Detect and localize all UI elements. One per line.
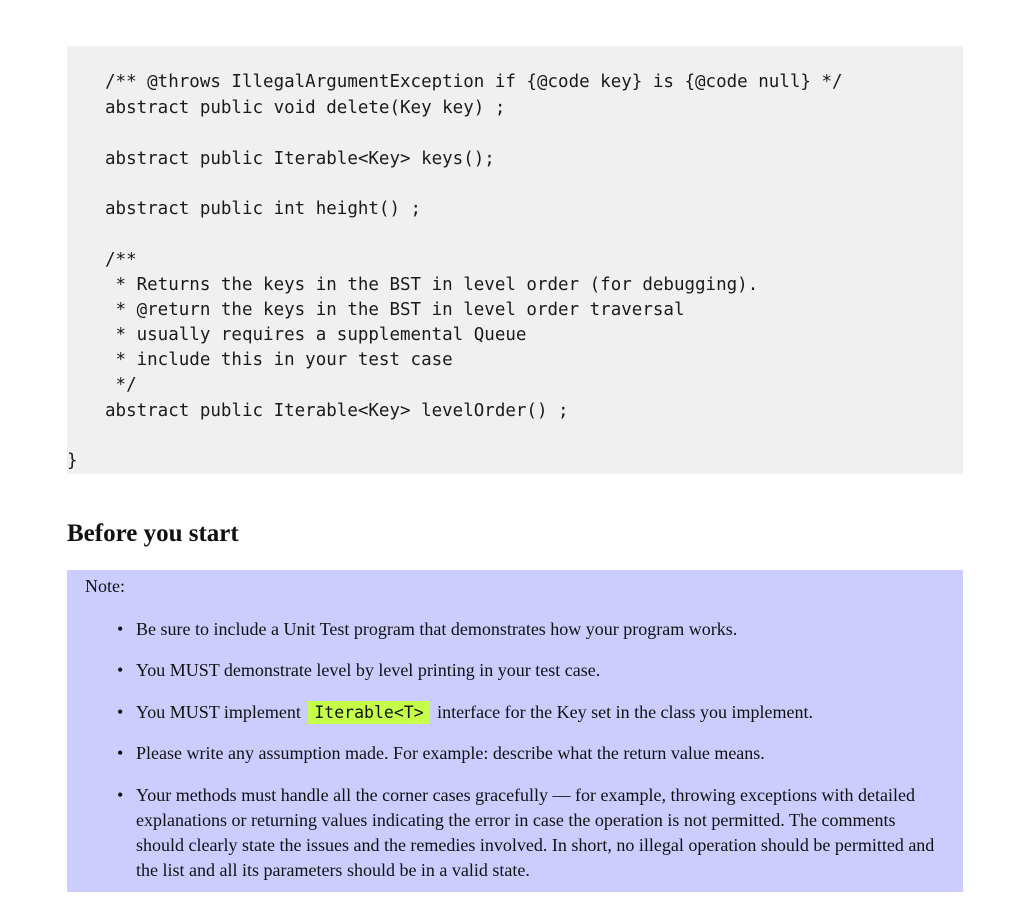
code-line: * usually requires a supplemental Queue	[105, 325, 527, 345]
note-list-item	[117, 658, 947, 683]
note-item-text-after: interface for the Key set in the class you implement.	[437, 702, 814, 722]
code-line: * Returns the keys in the BST in level order (for debugging).	[105, 275, 759, 295]
note-list-item	[117, 741, 947, 766]
note-label: Note:	[85, 576, 125, 596]
code-line: /** @throws IllegalArgumentException if {@code key} is {@code null} */	[105, 72, 843, 92]
code-line: * @return the keys in the BST in level order traversal	[105, 300, 685, 320]
iterable-code-highlight: Iterable<T>	[308, 701, 429, 724]
note-item-text-before: You MUST implement	[136, 702, 301, 722]
code-listing	[67, 46, 963, 474]
closing-brace: }	[67, 451, 78, 471]
note-list-item	[117, 783, 947, 883]
bullet-icon: •	[117, 702, 124, 722]
note-item-text	[136, 700, 947, 725]
code-line: abstract public Iterable<Key> keys();	[105, 149, 495, 169]
code-line: abstract public void delete(Key key) ;	[105, 98, 506, 118]
bullet-icon: •	[117, 785, 124, 805]
note-list-item	[117, 700, 947, 725]
code-line: abstract public Iterable<Key> levelOrder() ;	[105, 401, 569, 421]
bullet-icon: •	[117, 660, 124, 680]
code-line: */	[105, 375, 137, 395]
code-line: /**	[105, 250, 137, 270]
note-item-text: Your methods must handle all the corner cases gracefully — for example, throwing exceptions with detailed explanations or returning values indicating the error in case the operation is not permitted. The comments should clearly state the issues and the remedies involved. In short, no illegal operation should be permitted and the list and all its parameters should be in a valid state.	[136, 785, 935, 880]
note-box	[67, 570, 963, 892]
section-heading: Before you start	[67, 520, 239, 547]
note-item-text: You MUST demonstrate level by level printing in your test case.	[136, 660, 601, 680]
bullet-icon: •	[117, 619, 124, 639]
note-list-item	[117, 617, 947, 642]
code-line: abstract public int height() ;	[105, 199, 422, 219]
code-line: * include this in your test case	[105, 350, 453, 370]
bullet-icon: •	[117, 743, 124, 763]
note-item-text: Please write any assumption made. For example: describe what the return value means.	[136, 743, 765, 763]
note-item-text: Be sure to include a Unit Test program that demonstrates how your program works.	[136, 619, 738, 639]
